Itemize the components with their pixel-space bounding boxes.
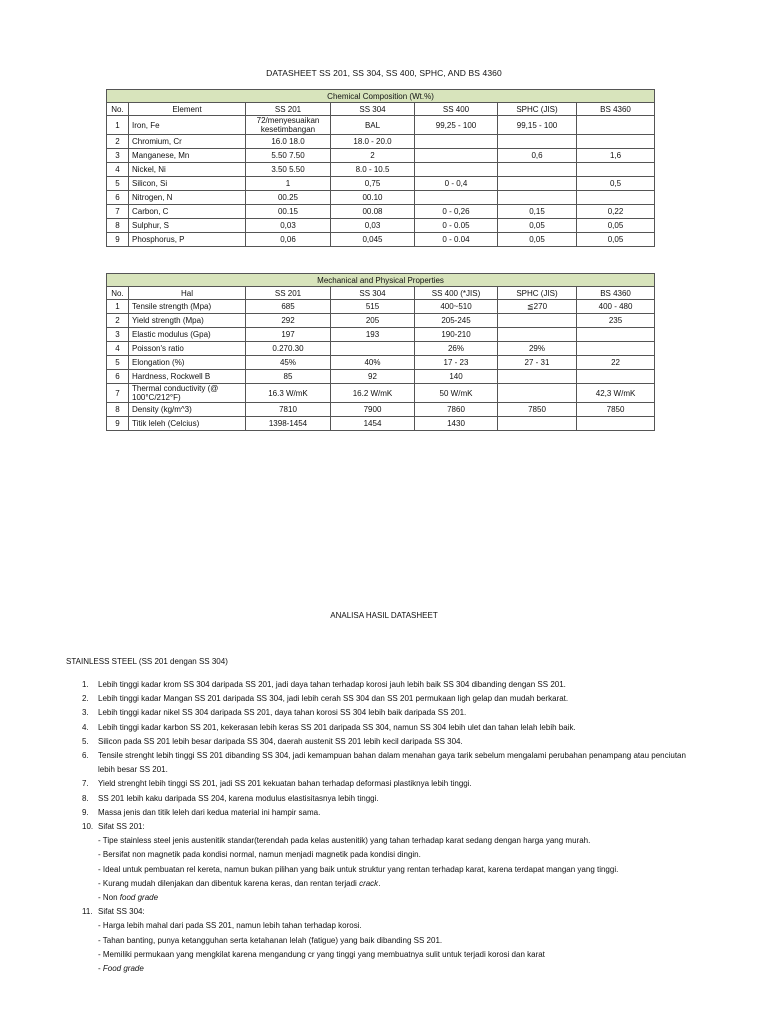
table-cell: 92 xyxy=(331,370,415,384)
table-cell: 5 xyxy=(107,356,129,370)
item-text: - Non xyxy=(98,893,120,903)
analysis-list xyxy=(82,678,702,976)
table-cell: 00.08 xyxy=(331,205,415,219)
table-cell xyxy=(415,191,498,205)
item-text: Lebih tinggi kadar Mangan SS 201 daripada SS 304, jadi lebih cerah SS 304 dan SS 201 permukaan ligh gelap dan mudah berkarat. xyxy=(98,694,569,704)
item-text: Yield strenght lebih tinggi SS 201, jadi SS 201 kekuatan bahan terhadap deformasi plastiknya lebih tinggi. xyxy=(98,779,472,789)
table-cell xyxy=(577,328,655,342)
table-row xyxy=(107,233,655,247)
item-text: Massa jenis dan titik leleh dari kedua material ini hampir sama. xyxy=(98,807,321,817)
table-cell: BAL xyxy=(331,116,415,135)
table-cell: 292 xyxy=(246,314,331,328)
table-cell: 5.50 7.50 xyxy=(246,149,331,163)
table-cell: 2 xyxy=(107,314,129,328)
table-cell: 0 - 0,26 xyxy=(415,205,498,219)
table-cell xyxy=(577,370,655,384)
analysis-item xyxy=(82,735,702,749)
table-cell: 1,6 xyxy=(577,149,655,163)
table-cell: 685 xyxy=(246,300,331,314)
table-cell: Nitrogen, N xyxy=(129,191,246,205)
table-cell: 0,06 xyxy=(246,233,331,247)
table-row xyxy=(107,116,655,135)
table-cell: 2 xyxy=(331,149,415,163)
analysis-item xyxy=(82,905,702,919)
table-cell: 27 - 31 xyxy=(498,356,577,370)
table-cell: Titik leleh (Celcius) xyxy=(129,417,246,431)
column-header: BS 4360 xyxy=(577,287,655,300)
mechanical-properties-table xyxy=(106,273,655,431)
item-number: 4. xyxy=(82,722,89,732)
analysis-item xyxy=(82,948,702,962)
table-cell: 3.50 5.50 xyxy=(246,163,331,177)
table-cell: 26% xyxy=(415,342,498,356)
table-cell: 50 W/mK xyxy=(415,384,498,403)
table-cell xyxy=(577,163,655,177)
table-row xyxy=(107,300,655,314)
table-row xyxy=(107,314,655,328)
table-cell: 4 xyxy=(107,342,129,356)
item-number: 2. xyxy=(82,694,89,704)
table-cell: 7810 xyxy=(246,403,331,417)
table-cell: 0,6 xyxy=(498,149,577,163)
column-header: SPHC (JIS) xyxy=(498,103,577,116)
table-cell: 7 xyxy=(107,205,129,219)
table-cell: ≦270 xyxy=(498,300,577,314)
item-italic-text: Food grade xyxy=(102,964,144,974)
table-cell xyxy=(331,342,415,356)
table-row xyxy=(107,417,655,431)
column-header: Element xyxy=(129,103,246,116)
table-cell: Nickel, Ni xyxy=(129,163,246,177)
table-cell: 0,045 xyxy=(331,233,415,247)
table-cell: 197 xyxy=(246,328,331,342)
table-cell xyxy=(498,370,577,384)
table-row xyxy=(107,356,655,370)
column-header: SS 400 (*JIS) xyxy=(415,287,498,300)
table-cell: Hardness, Rockwell B xyxy=(129,370,246,384)
table-cell: 29% xyxy=(498,342,577,356)
analysis-item xyxy=(82,678,702,692)
item-number: 10. xyxy=(82,822,94,832)
table-cell: 16.0 18.0 xyxy=(246,135,331,149)
column-header: No. xyxy=(107,287,129,300)
table-cell: 0 - 0.05 xyxy=(415,219,498,233)
item-text: - Tipe stainless steel jenis austenitik standar(terendah pada kelas austenitik) yang tahan terhadap karat sedang dengan harga yang murah. xyxy=(98,836,591,846)
analysis-item xyxy=(82,806,702,820)
table-cell: 205-245 xyxy=(415,314,498,328)
chemical-composition-table xyxy=(106,89,655,247)
table-cell: 0.270.30 xyxy=(246,342,331,356)
table-row xyxy=(107,135,655,149)
table-cell xyxy=(577,191,655,205)
item-number: 8. xyxy=(82,793,89,803)
chemical-band-title: Chemical Composition (Wt.%) xyxy=(107,90,655,103)
table-cell: 515 xyxy=(331,300,415,314)
table-cell: 1398-1454 xyxy=(246,417,331,431)
table-row xyxy=(107,370,655,384)
table-cell: 2 xyxy=(107,135,129,149)
analysis-item xyxy=(82,891,702,905)
item-text: Lebih tinggi kadar nikel SS 304 daripada SS 201, daya tahan korosi SS 304 lebih baik daripada SS 201. xyxy=(98,708,467,718)
table-cell: 7900 xyxy=(331,403,415,417)
item-italic-text: food grade xyxy=(119,893,159,903)
item-text: Lebih tinggi kadar krom SS 304 daripada SS 201, jadi daya tahan terhadap korosi jauh lebih baik SS 304 dibanding dengan SS 201. xyxy=(98,680,566,689)
table-row xyxy=(107,205,655,219)
table-cell: Elongation (%) xyxy=(129,356,246,370)
column-header: No. xyxy=(107,103,129,116)
table-row xyxy=(107,219,655,233)
table-cell xyxy=(415,163,498,177)
table-cell: 99,15 - 100 xyxy=(498,116,577,135)
table-cell: 0,22 xyxy=(577,205,655,219)
analysis-item xyxy=(82,863,702,877)
table-cell: 205 xyxy=(331,314,415,328)
item-text: Lebih tinggi kadar karbon SS 201, kekerasan lebih keras SS 201 daripada SS 304, namun SS 304 lebih ulet dan tahan lelah lebih baik. xyxy=(98,722,576,732)
table-cell: Density (kg/m^3) xyxy=(129,403,246,417)
analysis-item xyxy=(82,706,702,720)
table-cell: 7860 xyxy=(415,403,498,417)
table-row xyxy=(107,149,655,163)
analysis-item xyxy=(82,692,702,706)
table-row xyxy=(107,191,655,205)
table-cell xyxy=(498,314,577,328)
table-cell: Thermal conductivity (@ 100°C/212°F) xyxy=(129,384,246,403)
table-row xyxy=(107,328,655,342)
document-title: DATASHEET SS 201, SS 304, SS 400, SPHC, AND BS 4360 xyxy=(266,68,502,78)
table-cell: 16.2 W/mK xyxy=(331,384,415,403)
table-cell: Chromium, Cr xyxy=(129,135,246,149)
item-number: 3. xyxy=(82,708,89,718)
table-cell xyxy=(415,149,498,163)
item-text: Silicon pada SS 201 lebih besar daripada SS 304, daerah austenit SS 201 lebih kecil daripada SS 304. xyxy=(98,736,463,746)
table-cell: 0,03 xyxy=(331,219,415,233)
table-cell: 45% xyxy=(246,356,331,370)
column-header: SS 304 xyxy=(331,103,415,116)
table-cell: 9 xyxy=(107,233,129,247)
table-cell: 0,03 xyxy=(246,219,331,233)
item-number: 9. xyxy=(82,807,89,817)
table-cell: 0,05 xyxy=(577,233,655,247)
table-cell: 1430 xyxy=(415,417,498,431)
table-cell: Yield strength (Mpa) xyxy=(129,314,246,328)
table-cell: 140 xyxy=(415,370,498,384)
table-row xyxy=(107,403,655,417)
table-cell: 6 xyxy=(107,370,129,384)
column-header: SS 201 xyxy=(246,103,331,116)
table-cell: 3 xyxy=(107,149,129,163)
table-cell: 190-210 xyxy=(415,328,498,342)
table-cell: 0,05 xyxy=(498,233,577,247)
table-cell: Poisson's ratio xyxy=(129,342,246,356)
item-text: - Memiliki permukaan yang mengkilat karena mengandung cr yang tinggi yang membuatnya sulit untuk terjadi korosi dan karat xyxy=(98,949,545,959)
table-cell xyxy=(577,116,655,135)
table-cell: 400 - 480 xyxy=(577,300,655,314)
item-text: Tensile strenght lebih tinggi SS 201 dibanding SS 304, jadi kemampuan bahan dalam menahan gaya tarik sebelum mengalami perubahan penampang atau penciutan lebih besar SS 201. xyxy=(98,751,686,775)
table-cell: 0,05 xyxy=(498,219,577,233)
table-cell: 400~510 xyxy=(415,300,498,314)
table-cell: Carbon, C xyxy=(129,205,246,219)
table-cell: 0,75 xyxy=(331,177,415,191)
table-cell: 6 xyxy=(107,191,129,205)
table-row xyxy=(107,163,655,177)
item-text: Sifat SS 304: xyxy=(98,907,145,917)
table-row xyxy=(107,342,655,356)
item-italic-text: crack xyxy=(359,878,379,888)
column-header: SS 304 xyxy=(331,287,415,300)
analysis-item xyxy=(82,877,702,891)
table-cell: 72/menyesuaikan kesetimbangan xyxy=(246,116,331,135)
table-cell: 8 xyxy=(107,403,129,417)
table-cell xyxy=(498,384,577,403)
column-header: SS 201 xyxy=(246,287,331,300)
table-cell: 42,3 W/mK xyxy=(577,384,655,403)
analysis-item xyxy=(82,962,702,976)
table-cell: Tensile strength (Mpa) xyxy=(129,300,246,314)
table-cell: 85 xyxy=(246,370,331,384)
table-cell xyxy=(498,135,577,149)
table-cell xyxy=(498,328,577,342)
table-cell: 00.10 xyxy=(331,191,415,205)
item-text: - Kurang mudah dilenjakan dan dibentuk karena keras, dan rentan terjadi xyxy=(98,878,360,888)
table-cell xyxy=(498,417,577,431)
item-text: SS 201 lebih kaku daripada SS 204, karena modulus elastisitasnya lebih tinggi. xyxy=(98,793,379,803)
table-cell: 99,25 - 100 xyxy=(415,116,498,135)
table-cell: 1454 xyxy=(331,417,415,431)
analysis-item xyxy=(82,848,702,862)
item-text: - Ideal untuk pembuatan rel kereta, namun bukan pilihan yang baik untuk struktur yang rentan terhadap karat, karena terdapat mangan yang tinggi. xyxy=(98,864,619,874)
analysis-item xyxy=(82,792,702,806)
column-header: BS 4360 xyxy=(577,103,655,116)
table-cell: Iron, Fe xyxy=(129,116,246,135)
table-cell: 0 - 0.04 xyxy=(415,233,498,247)
item-text: - xyxy=(98,964,103,974)
table-cell: 9 xyxy=(107,417,129,431)
analysis-item xyxy=(82,749,702,777)
table-cell: 193 xyxy=(331,328,415,342)
table-cell: 17 - 23 xyxy=(415,356,498,370)
item-number: 7. xyxy=(82,779,89,789)
table-row xyxy=(107,384,655,403)
table-cell: 1 xyxy=(246,177,331,191)
table-cell: 22 xyxy=(577,356,655,370)
table-cell: 00.25 xyxy=(246,191,331,205)
table-cell: 7 xyxy=(107,384,129,403)
analysis-item xyxy=(82,834,702,848)
analysis-item xyxy=(82,721,702,735)
analysis-item xyxy=(82,919,702,933)
table-cell xyxy=(415,135,498,149)
item-number: 1. xyxy=(82,680,89,689)
item-number: 6. xyxy=(82,751,89,761)
table-cell: 16.3 W/mK xyxy=(246,384,331,403)
table-cell: 235 xyxy=(577,314,655,328)
table-cell: 4 xyxy=(107,163,129,177)
table-cell xyxy=(498,177,577,191)
table-cell: 0,15 xyxy=(498,205,577,219)
mechanical-band-title: Mechanical and Physical Properties xyxy=(107,274,655,287)
item-number: 11. xyxy=(82,907,93,917)
table-cell: Sulphur, S xyxy=(129,219,246,233)
analysis-item xyxy=(82,934,702,948)
table-cell: Manganese, Mn xyxy=(129,149,246,163)
table-cell: 1 xyxy=(107,300,129,314)
column-header: SPHC (JIS) xyxy=(498,287,577,300)
table-cell: Elastic modulus (Gpa) xyxy=(129,328,246,342)
column-header: SS 400 xyxy=(415,103,498,116)
analysis-title: ANALISA HASIL DATASHEET xyxy=(330,611,438,620)
table-cell: 8.0 - 10.5 xyxy=(331,163,415,177)
table-cell xyxy=(498,163,577,177)
item-text: - Bersifat non magnetik pada kondisi normal, namun menjadi magnetik pada kondisi dingin. xyxy=(98,850,421,860)
item-text: - Harga lebih mahal dari pada SS 201, namun lebih tahan terhadap korosi. xyxy=(98,921,362,931)
table-row xyxy=(107,177,655,191)
table-cell: 3 xyxy=(107,328,129,342)
analysis-subtitle: STAINLESS STEEL (SS 201 dengan SS 304) xyxy=(66,657,228,666)
table-cell xyxy=(577,342,655,356)
table-cell: Silicon, Si xyxy=(129,177,246,191)
table-cell: 7850 xyxy=(577,403,655,417)
table-cell: 7850 xyxy=(498,403,577,417)
table-cell: 5 xyxy=(107,177,129,191)
table-cell: 18.0 - 20.0 xyxy=(331,135,415,149)
table-cell: 0,05 xyxy=(577,219,655,233)
item-text: - Tahan banting, punya ketangguhan serta ketahanan lelah (fatigue) yang baik dibanding SS 201. xyxy=(98,935,443,945)
table-cell: Phosphorus, P xyxy=(129,233,246,247)
table-cell: 8 xyxy=(107,219,129,233)
analysis-item xyxy=(82,820,702,834)
item-text-after: . xyxy=(378,878,381,888)
table-cell: 40% xyxy=(331,356,415,370)
item-number: 5. xyxy=(82,736,89,746)
table-cell xyxy=(577,135,655,149)
item-text: Sifat SS 201: xyxy=(98,822,145,832)
table-cell xyxy=(498,191,577,205)
table-cell xyxy=(577,417,655,431)
column-header: Hal xyxy=(129,287,246,300)
table-cell: 1 xyxy=(107,116,129,135)
table-cell: 0 - 0,4 xyxy=(415,177,498,191)
table-cell: 00.15 xyxy=(246,205,331,219)
table-cell: 0,5 xyxy=(577,177,655,191)
analysis-item xyxy=(82,777,702,791)
